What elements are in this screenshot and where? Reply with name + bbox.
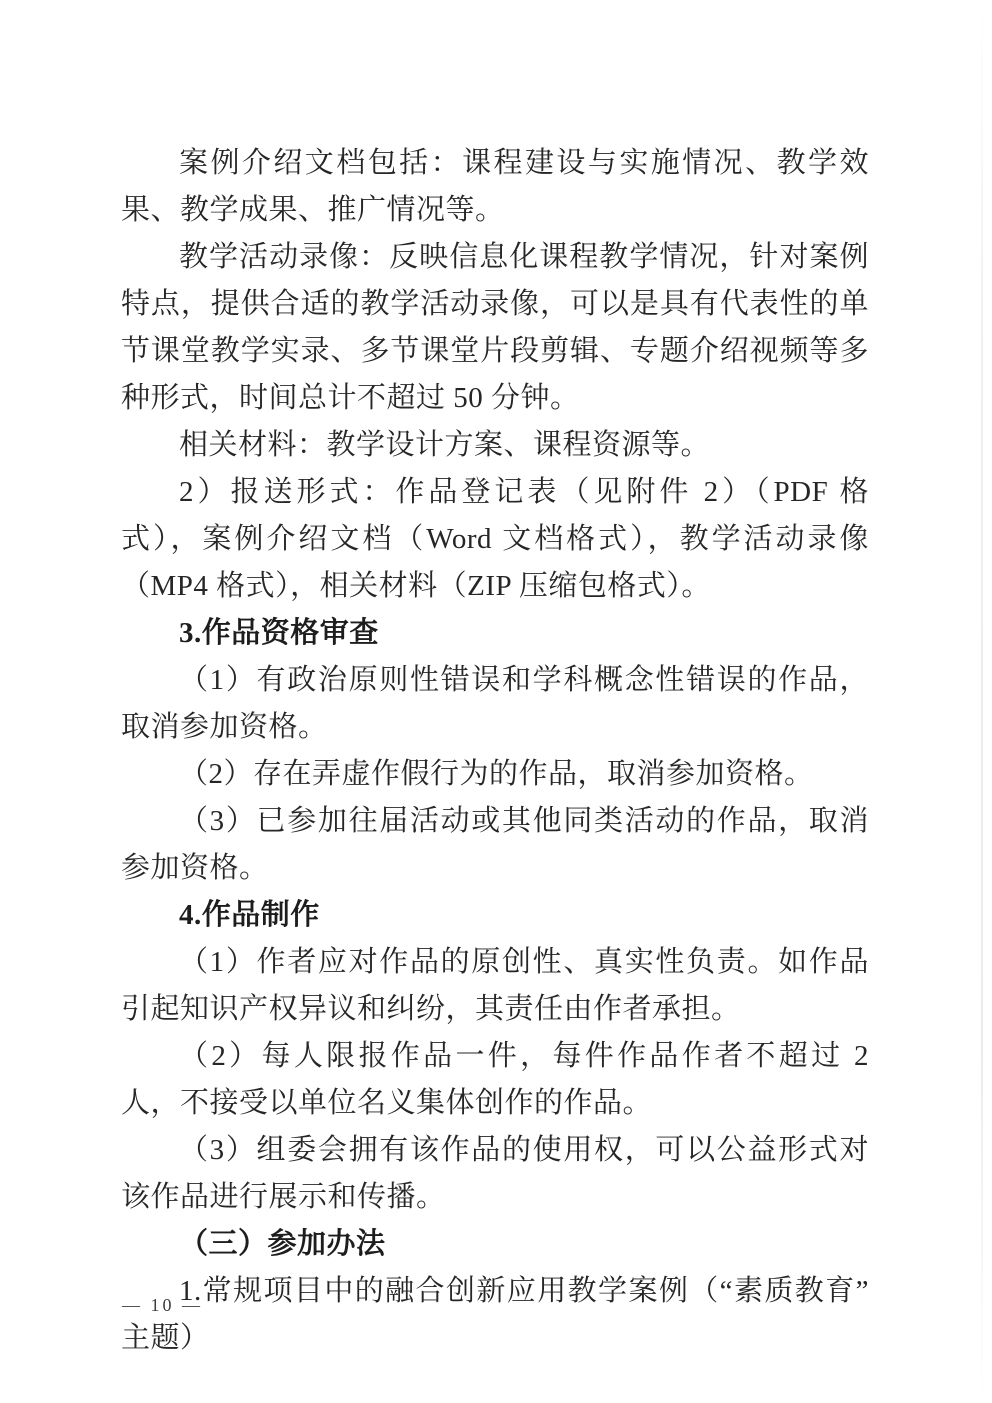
paragraph: （1）作者应对作品的原创性、真实性负责。如作品引起知识产权异议和纠纷，其责任由作者承担。 [121, 946, 869, 1025]
page-number: — 10 — [122, 1295, 203, 1315]
section-heading: 4.作品制作 [179, 899, 320, 931]
section-heading: 3.作品资格审查 [179, 617, 379, 649]
paragraph: 教学活动录像：反映信息化课程教学情况，针对案例特点，提供合适的教学活动录像，可以是具有代表性的单节课堂教学实录、多节课堂片段剪辑、专题介绍视频等多种形式，时间总计不超过 50 分钟。 [121, 241, 869, 414]
paragraph: 1.常规项目中的融合创新应用教学案例（“素质教育”主题） [121, 1275, 869, 1354]
paragraph: 案例介绍文档包括：课程建设与实施情况、教学效果、教学成果、推广情况等。 [121, 147, 869, 226]
paragraph: （2）存在弄虚作假行为的作品，取消参加资格。 [179, 758, 814, 790]
paragraph: 相关材料：教学设计方案、课程资源等。 [179, 429, 711, 461]
paragraph: （3）已参加往届活动或其他同类活动的作品，取消参加资格。 [121, 805, 869, 884]
section-heading: （三）参加办法 [179, 1228, 386, 1260]
document-body [121, 140, 869, 1362]
paragraph: （1）有政治原则性错误和学科概念性错误的作品，取消参加资格。 [121, 664, 869, 743]
scan-edge-artifact [981, 0, 983, 1403]
paragraph: （3）组委会拥有该作品的使用权，可以公益形式对该作品进行展示和传播。 [121, 1134, 869, 1213]
paragraph: 2）报送形式：作品登记表（见附件 2）（PDF 格式），案例介绍文档（Word 文档格式），教学活动录像（MP4 格式），相关材料（ZIP 压缩包格式）。 [121, 476, 869, 602]
paragraph: （2）每人限报作品一件，每件作品作者不超过 2 人，不接受以单位名义集体创作的作品。 [121, 1040, 869, 1119]
